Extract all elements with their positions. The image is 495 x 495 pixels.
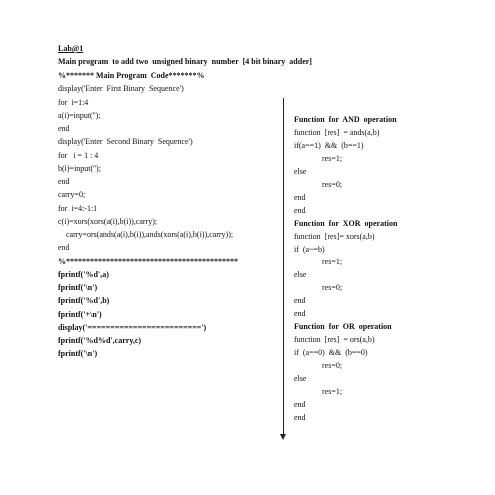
function-code-line: end xyxy=(294,205,306,215)
function-heading: Function for OR operation xyxy=(294,322,392,332)
function-heading: Function for XOR operation xyxy=(294,218,398,228)
function-code-line: else xyxy=(294,374,307,383)
function-heading: Function for AND operation xyxy=(294,115,397,124)
main-code-line: end xyxy=(58,243,70,253)
main-code-line: fprintf('%d',a) xyxy=(58,269,109,279)
main-code-line: carry=0; xyxy=(58,190,86,200)
main-code-line: fprintf('%d%d',carry,c) xyxy=(58,336,142,345)
lab-title: Lab@1 xyxy=(58,44,84,53)
function-code-line: end xyxy=(294,192,306,202)
function-code-line: if(a==1) && (b==1) xyxy=(294,140,364,150)
function-code-line: function [res] = ors(a,b) xyxy=(294,335,375,345)
main-code-line: %******* Main Program Code*******% xyxy=(58,71,205,80)
function-code-line: end xyxy=(294,296,306,306)
function-code-line: if (a~=b) xyxy=(294,244,325,254)
main-code-line: display('=========================') xyxy=(58,322,207,332)
column-divider xyxy=(283,98,284,436)
main-code-line: for i=4:-1:1 xyxy=(58,203,98,213)
main-code-line: a(i)=input(''); xyxy=(58,110,101,120)
function-code-line: end xyxy=(294,412,306,422)
function-code-line: res=1; xyxy=(322,386,343,396)
function-code-line: res=1; xyxy=(322,153,343,163)
main-code-line: c(i)=xors(xors(a(i),b(i)),carry); xyxy=(58,216,158,226)
function-code-line: else xyxy=(294,166,307,176)
function-code-line: if (a==0) && (b==0) xyxy=(294,348,368,358)
function-code-line: end xyxy=(294,399,306,409)
main-code-line: %******************************************* xyxy=(58,256,238,266)
divider-arrow-icon xyxy=(280,434,286,440)
function-code-line: res=1; xyxy=(322,257,343,267)
main-code-line: fprintf('%d',b) xyxy=(58,296,110,306)
main-code-line: for i=1:4 xyxy=(58,97,89,107)
function-code-line: function [res]= xors(a,b) xyxy=(294,231,375,241)
main-code-line: b(i)=input(''); xyxy=(58,163,101,173)
program-title: Main program to add two unsigned binary number [4 bit binary adder] xyxy=(58,57,312,66)
main-code-line: for i = 1 : 4 xyxy=(58,150,99,160)
main-code-line: fprintf('\n') xyxy=(58,349,98,359)
main-code-line: end xyxy=(58,124,70,133)
function-code-line: res=0; xyxy=(322,179,343,189)
main-code-line: fprintf('+\n') xyxy=(58,309,102,319)
function-code-line: res=0; xyxy=(322,283,343,293)
main-code-line: carry=ors(ands(a(i),b(i)),ands(xors(a(i),b(i)),carry)); xyxy=(58,230,234,239)
function-code-line: else xyxy=(294,270,307,280)
main-code-line: display('Enter Second Binary Sequence') xyxy=(58,137,193,147)
function-code-line: end xyxy=(294,309,306,319)
function-code-line: res=0; xyxy=(322,361,343,371)
function-code-line: function [res] = ands(a,b) xyxy=(294,127,380,137)
main-code-line: display('Enter First Binary Sequence') xyxy=(58,84,184,94)
main-code-line: end xyxy=(58,177,70,186)
main-code-line: fprintf('\n') xyxy=(58,283,98,292)
